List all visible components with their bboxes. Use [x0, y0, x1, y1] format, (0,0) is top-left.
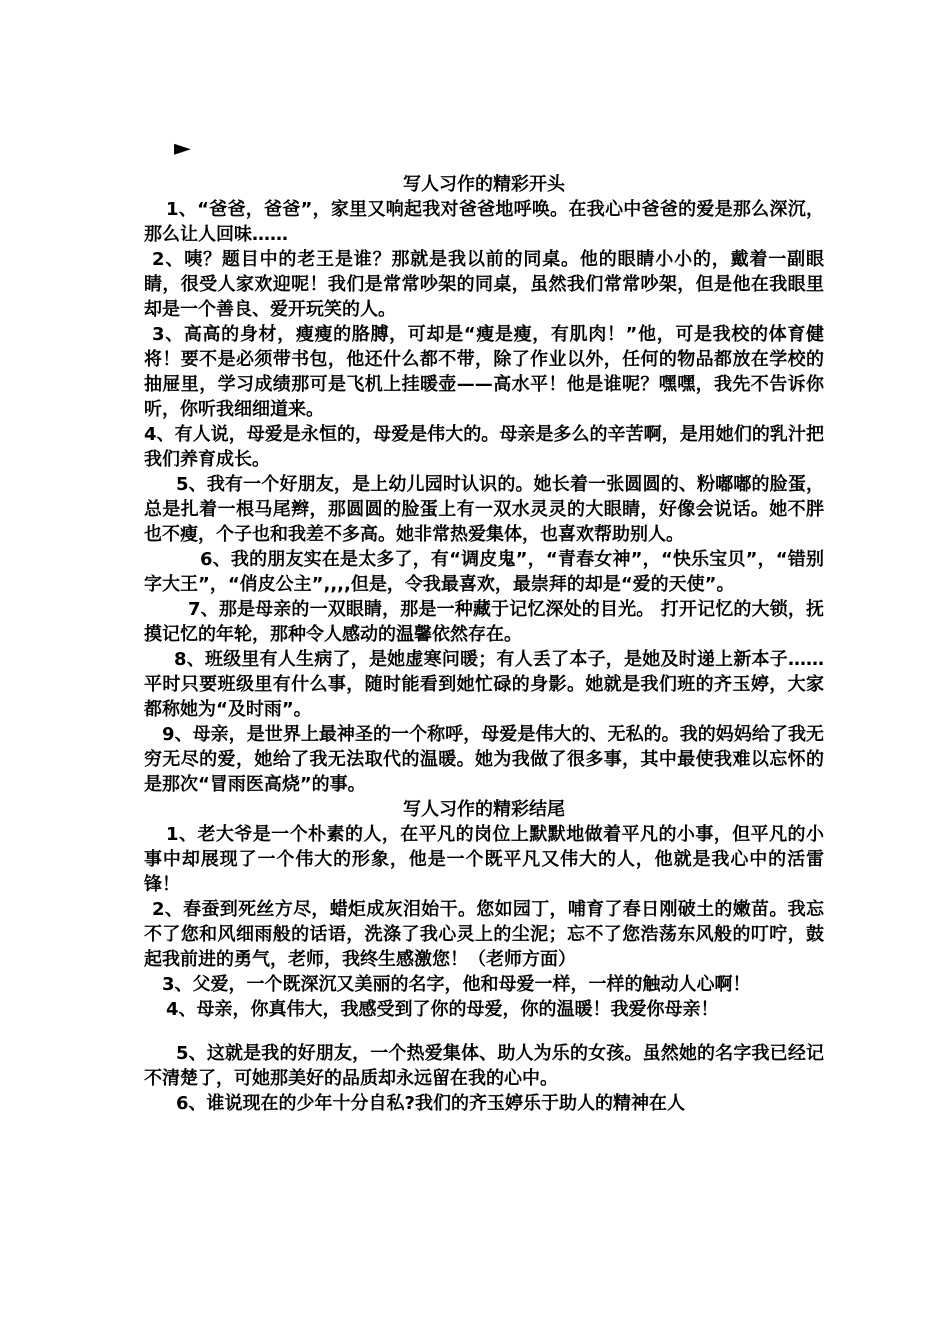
opening-paragraph-6: 6、我的朋友实在是太多了，有“调皮鬼”，“青春女神”，“快乐宝贝”，“错别字大王”，“俏皮公主”,,,,但是，令我最喜欢，最崇拜的却是“爱的天使”。	[144, 549, 824, 595]
opening-paragraph-7: 7、那是母亲的一双眼睛，那是一种藏于记忆深处的目光。 打开记忆的大锁，抚摸记忆的年轮，那种令人感动的温馨依然存在。	[144, 599, 824, 645]
opening-paragraph-4: 4、有人说，母爱是永恒的，母爱是伟大的。母亲是多么的辛苦啊，是用她们的乳汁把我们养育成长。	[144, 424, 824, 470]
document-body	[144, 172, 824, 1116]
ending-paragraph-4: 4、母亲，你真伟大，我感受到了你的母爱，你的温暖！我爱你母亲！	[166, 999, 719, 1020]
opening-section-title: 写人习作的精彩开头	[403, 174, 565, 195]
opening-paragraph-3: 3、高高的身材，瘦瘦的胳膊，可却是“瘦是瘦，有肌肉！”他，可是我校的体育健将！要不是必须带书包，他还什么都不带，除了作业以外，任何的物品都放在学校的抽屉里，学习成绩那可是飞机上挂暖壶——高水平！他是谁呢？嘿嘿，我先不告诉你听，你听我细细道来。	[144, 324, 824, 420]
ending-paragraph-1: 1、老大爷是一个朴素的人，在平凡的岗位上默默地做着平凡的小事，但平凡的小事中却展现了一个伟大的形象，他是一个既平凡又伟大的人，他就是我心中的活雷锋！	[144, 824, 824, 895]
ending-paragraph-3: 3、父爱，一个既深沉又美丽的名字，他和母爱一样，一样的触动人心啊！	[162, 974, 751, 995]
opening-paragraph-1: 1、“爸爸，爸爸”，家里又响起我对爸爸地呼唤。在我心中爸爸的爱是那么深沉，那么让人回味……	[144, 199, 824, 245]
ending-paragraph-2: 2、春蚕到死丝方尽，蜡炬成灰泪始干。您如园丁，哺育了春日刚破土的嫩苗。我忘不了您和风细雨般的话语，洗涤了我心灵上的尘泥；忘不了您浩荡东风般的叮咛，鼓起我前进的勇气，老师，我终生感激您！（老师方面）	[144, 899, 824, 970]
blank-line	[144, 1022, 824, 1041]
ending-section-title: 写人习作的精彩结尾	[403, 799, 565, 820]
opening-paragraph-2: 2、咦？题目中的老王是谁？那就是我以前的同桌。他的眼睛小小的，戴着一副眼睛，很受人家欢迎呢！我们是常常吵架的同桌，虽然我们常常吵架，但是他在我眼里却是一个善良、爱开玩笑的人。	[144, 249, 824, 320]
ending-paragraph-6: 6、谁说现在的少年十分自私?我们的齐玉婷乐于助人的精神在人	[176, 1093, 685, 1114]
opening-paragraph-9: 9、母亲，是世界上最神圣的一个称呼，母爱是伟大的、无私的。我的妈妈给了我无穷无尽的爱，她给了我无法取代的温暖。她为我做了很多事，其中最使我难以忘怀的是那次“冒雨医高烧”的事。	[144, 724, 824, 795]
triangle-bullet-icon: ►	[174, 136, 191, 161]
opening-paragraph-8: 8、班级里有人生病了，是她虚寒问暖；有人丢了本子，是她及时递上新本子……平时只要班级里有什么事，随时能看到她忙碌的身影。她就是我们班的齐玉婷，大家都称她为“及时雨”。	[144, 649, 824, 720]
ending-paragraph-5: 5、这就是我的好朋友，一个热爱集体、助人为乐的女孩。虽然她的名字我已经记不清楚了，可她那美好的品质却永远留在我的心中。	[144, 1043, 824, 1089]
opening-paragraph-5: 5、我有一个好朋友，是上幼儿园时认识的。她长着一张圆圆的、粉嘟嘟的脸蛋，总是扎着一根马尾辫，那圆圆的脸蛋上有一双水灵灵的大眼睛，好像会说话。她不胖也不瘦，个子也和我差不多高。她非常热爱集体，也喜欢帮助别人。	[144, 474, 824, 545]
